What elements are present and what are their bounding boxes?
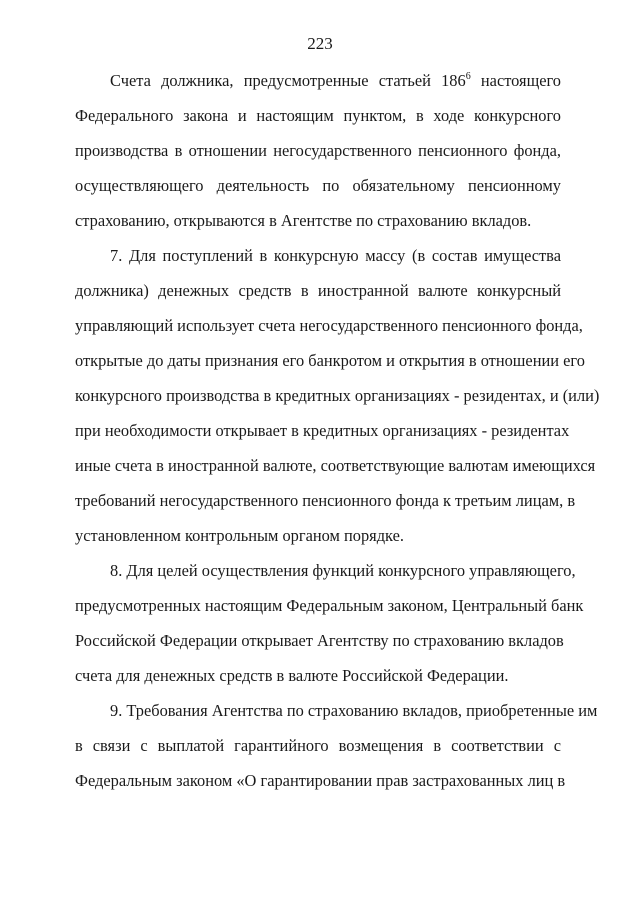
text-line: в связи с выплатой гарантийного возмещения в соответствии с	[75, 736, 561, 755]
text-line: счета для денежных средств в валюте Российской Федерации.	[75, 666, 509, 685]
paragraph-item-9	[75, 699, 598, 804]
paragraph-item-7	[75, 244, 600, 559]
text-line: производства в отношении негосударственного пенсионного фонда,	[75, 141, 561, 160]
text-line: Федеральным законом «О гарантировании прав застрахованных лиц в	[75, 771, 566, 790]
text-line: Российской Федерации открывает Агентству по страхованию вкладов	[75, 631, 564, 650]
text-line: осуществляющего деятельность по обязательному пенсионному	[75, 176, 561, 195]
text-line: 7. Для поступлений в конкурсную массу (в состав имущества	[110, 246, 561, 265]
text-line: открытые до даты признания его банкротом и открытия в отношении его	[75, 351, 585, 370]
text-line: иные счета в иностранной валюте, соответствующие валютам имеющихся	[75, 456, 596, 475]
text-line: Федерального закона и настоящим пунктом, в ходе конкурсного	[75, 106, 561, 125]
text-line: требований негосударственного пенсионного фонда к третьим лицам, в	[75, 491, 576, 510]
text-line: управляющий использует счета негосударственного пенсионного фонда,	[75, 316, 583, 335]
text-line: страхованию, открываются в Агентстве по страхованию вкладов.	[75, 211, 532, 230]
paragraph-accounts	[75, 69, 561, 244]
page-number: 223	[307, 34, 333, 53]
text-line: 9. Требования Агентства по страхованию вкладов, приобретенные им	[110, 701, 598, 720]
text-line: установленном контрольным органом порядке.	[75, 526, 404, 545]
text-line: должника) денежных средств в иностранной валюте конкурсный	[75, 281, 561, 300]
paragraph-item-8	[75, 559, 584, 699]
text-line: предусмотренных настоящим Федеральным законом, Центральный банк	[75, 596, 584, 615]
text-line: конкурсного производства в кредитных организациях - резидентах, и (или)	[75, 386, 600, 405]
superscript: 6	[465, 71, 471, 82]
text-line: Счета должника, предусмотренные статьей $186^6$ настоящего	[110, 71, 561, 90]
text-line: 8. Для целей осуществления функций конкурсного управляющего,	[110, 561, 576, 580]
document-body	[75, 69, 600, 804]
text-line: при необходимости открывает в кредитных организациях - резидентах	[75, 421, 570, 440]
